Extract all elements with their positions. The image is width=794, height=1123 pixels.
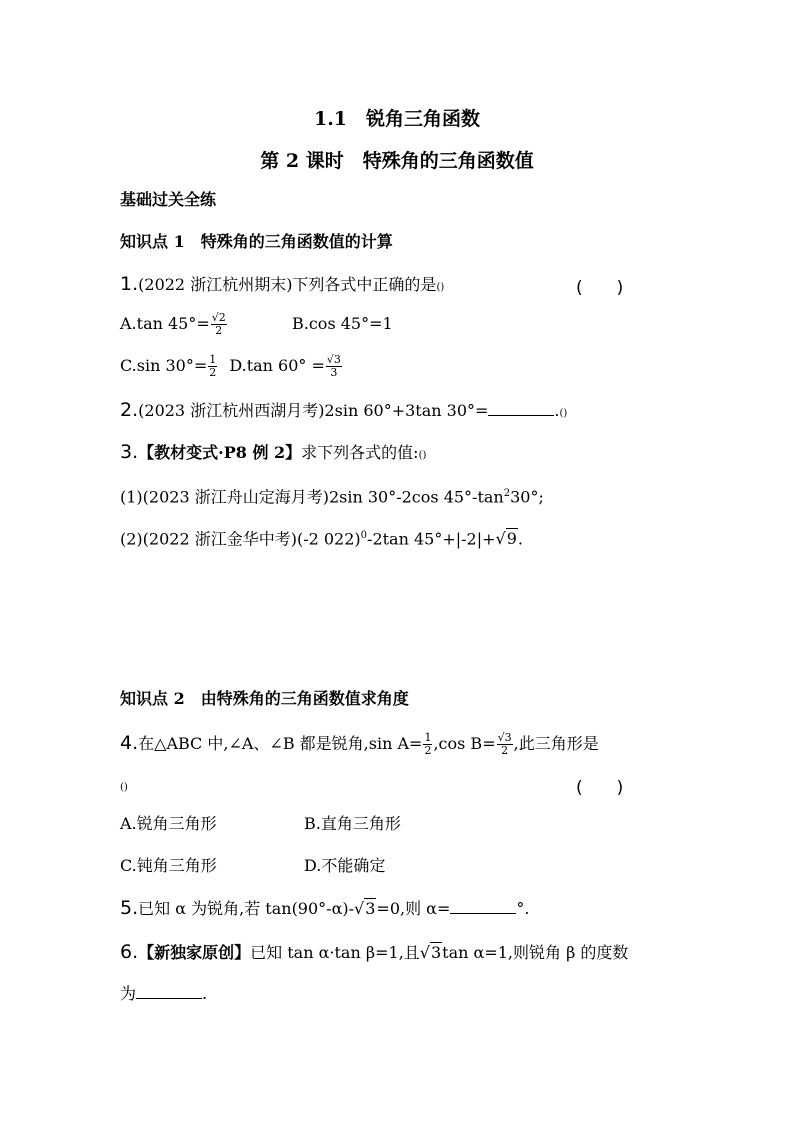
sqrt-expression: √3 (419, 943, 442, 962)
question-text-tail: ,此三角形是 (513, 734, 599, 753)
question-1 (120, 272, 444, 300)
question-text-tail: =0,则 α= (376, 899, 451, 918)
source-bracket: 【新独家原创】 (138, 943, 251, 962)
fraction-numerator: √3 (326, 353, 341, 366)
question-number: 6. (120, 941, 139, 963)
part-text-tail: . (517, 529, 523, 549)
answer-paren-4[interactable]: ( ) (576, 778, 624, 798)
fraction-numerator: √3 (497, 731, 512, 744)
question-text: 求下列各式的值: (301, 443, 419, 462)
question-tag: () (418, 450, 427, 461)
fraction (208, 354, 217, 379)
part-text: (2)(2022 浙江金华中考)(-2 022) (120, 529, 361, 549)
question-5 (120, 896, 530, 921)
answer-blank[interactable] (488, 401, 554, 416)
knowledge-point-2: 知识点 2 由特殊角的三角函数值求角度 (120, 689, 409, 708)
question-tail: . (554, 401, 560, 420)
q1-option-b[interactable]: B.cos 45°=1 (292, 314, 393, 333)
sqrt-expression: √9 (495, 529, 517, 549)
question-tag: () (436, 282, 445, 293)
question-6-line-2 (120, 982, 207, 1006)
option-a-text: A.tan 45°= (120, 314, 210, 333)
q4-option-a[interactable]: A.锐角三角形 (120, 814, 217, 833)
exponent: 2 (503, 488, 511, 499)
fraction-denominator: 3 (330, 366, 338, 379)
question-tag: () (120, 782, 128, 793)
question-tail: . (202, 984, 208, 1003)
question-3 (120, 440, 426, 468)
lesson-subtitle: 第 2 课时 特殊角的三角函数值 (260, 150, 534, 172)
option-c-text: C.sin 30°= (120, 356, 208, 375)
answer-paren-1[interactable]: ( ) (576, 278, 624, 298)
fraction (497, 732, 513, 757)
fraction-denominator: 2 (215, 324, 223, 337)
answer-blank[interactable] (136, 984, 202, 999)
fraction (211, 312, 227, 337)
question-3-part-1 (120, 482, 544, 509)
question-number: 3. (120, 441, 139, 463)
part-text-mid: -2tan 45°+|-2|+ (367, 529, 496, 549)
option-d-text[interactable]: D.tan 60° = (229, 356, 325, 375)
question-2 (120, 398, 567, 426)
lesson-title: 1.1 锐角三角函数 (313, 108, 481, 130)
fraction-numerator: √2 (211, 311, 226, 324)
radicand: 9 (506, 529, 517, 549)
knowledge-point-1: 知识点 1 特殊角的三角函数值的计算 (120, 232, 393, 251)
fraction-numerator: 1 (424, 731, 432, 744)
question-number: 2. (120, 399, 139, 421)
question-tail: °. (516, 899, 530, 918)
part-text-tail: 30°; (510, 487, 544, 507)
fraction-denominator: 2 (209, 366, 217, 379)
fraction (423, 732, 432, 757)
question-text: 在△ABC 中,∠A、∠B 都是锐角,sin A= (138, 734, 423, 753)
sqrt-expression: √3 (354, 899, 376, 918)
source-bracket: 【教材变式·P8 例 2】 (138, 443, 302, 462)
fraction-denominator: 2 (424, 744, 432, 757)
answer-blank[interactable] (450, 899, 516, 914)
question-text: 为 (120, 984, 137, 1003)
question-text-mid: ,cos B= (433, 734, 496, 753)
q4-option-c[interactable]: C.钝角三角形 (120, 856, 217, 875)
q1-option-c[interactable] (120, 354, 343, 379)
question-text: 已知 α 为锐角,若 tan(90°-α)- (138, 899, 355, 918)
question-tag: () (559, 408, 568, 419)
question-number: 4. (120, 732, 139, 754)
fraction (326, 354, 342, 379)
question-4 (120, 731, 599, 757)
fraction-denominator: 2 (501, 744, 509, 757)
q4-option-d[interactable]: D.不能确定 (304, 856, 386, 875)
question-text-tail: tan α=1,则锐角 β 的度数 (442, 943, 629, 962)
section-heading: 基础过关全练 (120, 190, 217, 209)
q4-option-b[interactable]: B.直角三角形 (304, 814, 401, 833)
fraction-numerator: 1 (209, 353, 217, 366)
radicand: 3 (365, 899, 376, 918)
q1-option-a[interactable] (120, 312, 228, 337)
question-number: 5. (120, 897, 139, 919)
question-3-part-2 (120, 524, 523, 551)
question-text: 已知 tan α·tan β=1,且 (250, 943, 420, 962)
exponent: 0 (360, 530, 368, 541)
question-6 (120, 940, 628, 965)
radicand: 3 (430, 943, 442, 962)
question-text: (2023 浙江杭州西湖月考)2sin 60°+3tan 30°= (138, 401, 489, 420)
part-text: (1)(2023 浙江舟山定海月考)2sin 30°-2cos 45°-tan (120, 487, 504, 507)
question-text: (2022 浙江杭州期末)下列各式中正确的是 (138, 275, 437, 294)
question-number: 1. (120, 273, 139, 295)
